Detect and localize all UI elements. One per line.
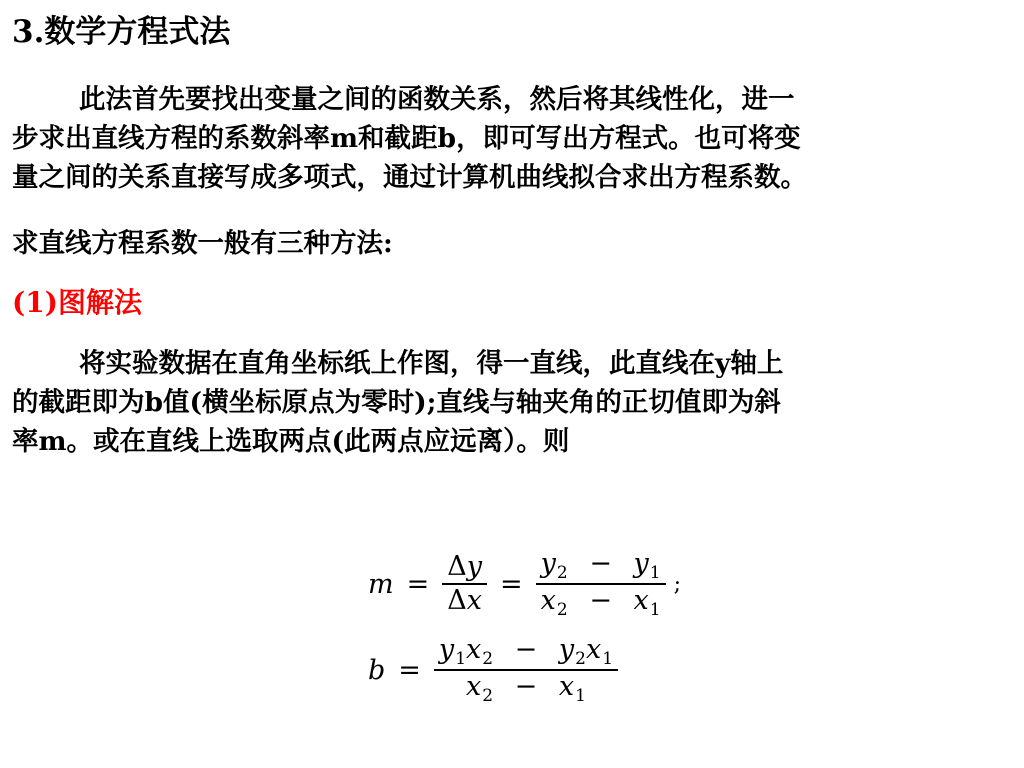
subscript: 2 (482, 649, 494, 669)
var-y: y (540, 548, 556, 579)
intercept-formula (368, 634, 618, 706)
delta-numerator (442, 551, 487, 585)
subscript: 1 (575, 686, 586, 706)
slide-title: 3.数学方程式法 (12, 14, 231, 50)
minus-sign: − (589, 548, 612, 579)
subscript: 2 (482, 686, 494, 706)
var-y: y (633, 548, 649, 579)
points-numerator (536, 548, 666, 585)
intro-line: 步求出直线方程的系数斜率m和截距b，即可写出方程式。也可将变 (12, 123, 801, 154)
minus-sign: − (589, 585, 612, 616)
subscript: 1 (455, 649, 467, 669)
equals-sign: = (406, 568, 430, 600)
intercept-denominator (461, 671, 591, 706)
delta-y-var: y (466, 551, 482, 582)
methods-line: 求直线方程系数一般有三种方法: (12, 228, 393, 259)
graph-method-paragraph (12, 344, 1020, 461)
subscript: 1 (649, 600, 661, 620)
slope-lhs: m (368, 568, 394, 600)
subscript: 1 (602, 649, 614, 669)
var-x: x (466, 671, 482, 702)
points-denominator (536, 585, 666, 620)
points-fraction (536, 548, 666, 620)
intro-paragraph (12, 80, 1020, 197)
graph-method-line: 率m。或在直线上选取两点(此两点应远离）。则 (12, 426, 570, 457)
graph-method-line: 的截距即为b值(横坐标原点为零时);直线与轴夹角的正切值即为斜 (12, 387, 781, 418)
delta-symbol: Δ (447, 551, 467, 582)
subscript: 2 (556, 600, 568, 620)
graph-method-heading: (1)图解法 (12, 286, 142, 319)
delta-symbol: Δ (447, 585, 467, 616)
var-x: x (633, 585, 649, 616)
delta-denominator (442, 585, 487, 617)
formula-block (368, 548, 768, 708)
intro-line: 量之间的关系直接写成多项式，通过计算机曲线拟合求出方程系数。 (12, 162, 807, 193)
intro-line-text: 此法首先要找出变量之间的函数关系，然后将其线性化，进一 (79, 84, 795, 115)
minus-sign: − (514, 634, 538, 665)
intercept-numerator (434, 634, 618, 671)
intercept-fraction (434, 634, 618, 706)
var-y: y (438, 634, 455, 665)
graph-method-line (12, 344, 1020, 383)
minus-sign: − (514, 671, 538, 702)
subscript: 2 (575, 649, 586, 669)
var-x: x (540, 585, 556, 616)
semicolon: ; (673, 571, 682, 597)
var-y: y (558, 634, 575, 665)
intercept-lhs: b (368, 654, 386, 686)
equals-sign: = (500, 568, 523, 600)
intro-line (12, 80, 1020, 119)
var-x: x (466, 634, 482, 665)
subscript: 1 (649, 563, 661, 583)
subscript: 2 (556, 563, 568, 583)
var-x: x (585, 634, 602, 665)
delta-x-var: x (466, 585, 482, 616)
equals-sign: = (398, 654, 421, 686)
slope-formula (368, 548, 681, 620)
var-x: x (558, 671, 575, 702)
delta-fraction (442, 551, 487, 617)
graph-method-line-text: 将实验数据在直角坐标纸上作图，得一直线，此直线在y轴上 (79, 348, 784, 379)
